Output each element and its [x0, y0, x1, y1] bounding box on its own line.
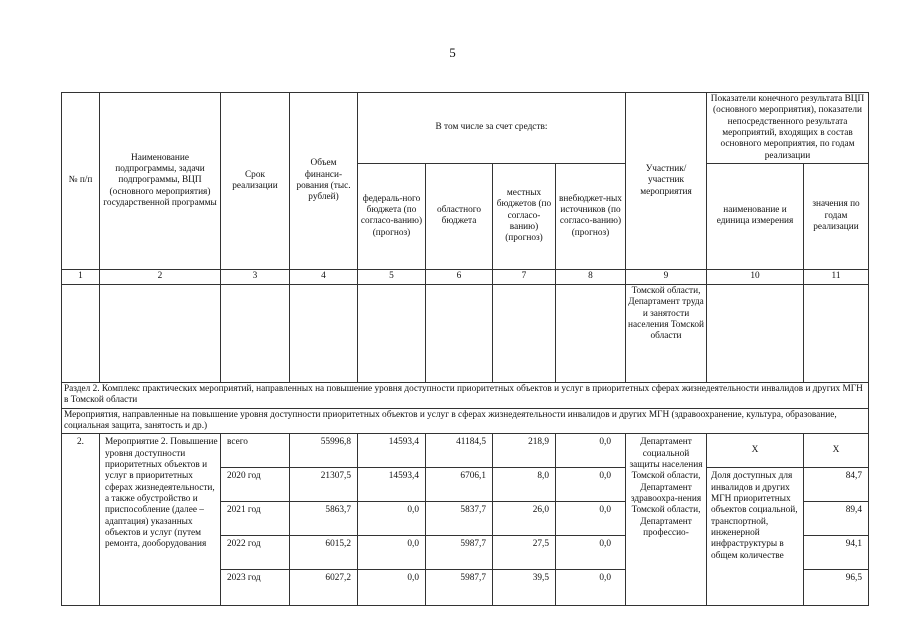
period-cell: 2022 год: [221, 536, 290, 570]
header-indicators-group: Показатели конечного результата ВЦП (основного мероприятия), показатели непосредственного результата мероприятий, входящих в состав основного мероприятия, по годам реализации: [707, 93, 869, 164]
period-cell: 2023 год: [221, 570, 290, 606]
column-number: 2: [100, 269, 221, 284]
local-cell: 26,0: [493, 502, 556, 536]
column-numbers-row: [62, 269, 869, 284]
column-number: 11: [804, 269, 869, 284]
measure-number: 2.: [62, 434, 100, 606]
total-cell: 6027,2: [290, 570, 358, 606]
continuation-participant: Томской области, Департамент труда и занятости населения Томской области: [626, 284, 707, 382]
indicator-name-cell: X: [707, 434, 804, 468]
continuation-row: [62, 284, 869, 382]
header-indicator-name: наименование и единица измерения: [707, 163, 804, 269]
local-cell: 27,5: [493, 536, 556, 570]
extrabudget-cell: 0,0: [556, 570, 626, 606]
indicator-name: Доля доступных для инвалидов и других МГН приоритетных объектов социальной, транспортной, инженерной инфраструктуры в общем количестве: [707, 468, 804, 606]
total-cell: 6015,2: [290, 536, 358, 570]
extrabudget-cell: 0,0: [556, 502, 626, 536]
section-title: Раздел 2. Комплекс практических мероприятий, направленных на повышение уровня доступности приоритетных объектов и услуг в приоритетных сферах жизнедеятельности инвалидов и других МГН в Томской области: [62, 382, 869, 408]
indicator-value-cell: X: [804, 434, 869, 468]
header-number: № п/п: [62, 93, 100, 270]
extrabudget-cell: 0,0: [556, 434, 626, 468]
regional-cell: 5987,7: [426, 536, 493, 570]
program-table: [61, 92, 869, 606]
header-name: Наименование подпрограммы, задачи подпрограммы, ВЦП (основного мероприятия) государственной программы: [100, 93, 221, 270]
federal-cell: 0,0: [358, 570, 426, 606]
column-number: 9: [626, 269, 707, 284]
header-extrabudget: внебюджет-ных источников (по согласо-ванию) (прогноз): [556, 163, 626, 269]
header-federal: федераль-ного бюджета (по согласо-ванию) (прогноз): [358, 163, 426, 269]
extrabudget-cell: 0,0: [556, 536, 626, 570]
column-number: 10: [707, 269, 804, 284]
total-cell: 21307,5: [290, 468, 358, 502]
section-subtitle-row: [62, 408, 869, 434]
column-number: 7: [493, 269, 556, 284]
section-subtitle: Мероприятия, направленные на повышение уровня доступности приоритетных объектов и услуг в сферах жизнедеятельности инвалидов и других МГН (здравоохранение, культура, образование, социальная защита, занятость и др.): [62, 408, 869, 434]
measure-name: Мероприятие 2. Повышение уровня доступности приоритетных объектов и услуг в приоритетных сферах жизнедеятельности, а также обустройство и приспособление (далее – адаптация) указанных объектов и услуг (путем ремонта, дооборудования: [100, 434, 221, 606]
header-term: Срок реализации: [221, 93, 290, 270]
regional-cell: 5987,7: [426, 570, 493, 606]
measure-participant: Департамент социальной защиты населения Томской области, Департамент здравоохра-нения Томской области, Департамент профессио-: [626, 434, 707, 606]
header-funding-group: В том числе за счет средств:: [358, 93, 626, 164]
header-indicator-values: значения по годам реализации: [804, 163, 869, 269]
page-number: 5: [449, 45, 456, 60]
indicator-value-cell: 94,1: [804, 536, 869, 570]
federal-cell: 0,0: [358, 536, 426, 570]
total-cell: 55996,8: [290, 434, 358, 468]
extrabudget-cell: 0,0: [556, 468, 626, 502]
indicator-value-cell: 89,4: [804, 502, 869, 536]
period-cell: 2021 год: [221, 502, 290, 536]
regional-cell: 5837,7: [426, 502, 493, 536]
column-number: 4: [290, 269, 358, 284]
section-title-row: [62, 382, 869, 408]
column-number: 5: [358, 269, 426, 284]
federal-cell: 0,0: [358, 502, 426, 536]
header-row: [62, 93, 869, 164]
column-number: 1: [62, 269, 100, 284]
column-number: 8: [556, 269, 626, 284]
column-number: 6: [426, 269, 493, 284]
header-regional: областного бюджета: [426, 163, 493, 269]
indicator-value-cell: 96,5: [804, 570, 869, 606]
table-row: [62, 434, 869, 468]
header-local: местных бюджетов (по согласо-ванию) (прогноз): [493, 163, 556, 269]
header-participant: Участник/ участник мероприятия: [626, 93, 707, 270]
total-cell: 5863,7: [290, 502, 358, 536]
column-number: 3: [221, 269, 290, 284]
federal-cell: 14593,4: [358, 468, 426, 502]
federal-cell: 14593,4: [358, 434, 426, 468]
header-volume: Объем финанси-рования (тыс. рублей): [290, 93, 358, 270]
period-cell: всего: [221, 434, 290, 468]
local-cell: 218,9: [493, 434, 556, 468]
indicator-value-cell: 84,7: [804, 468, 869, 502]
period-cell: 2020 год: [221, 468, 290, 502]
regional-cell: 41184,5: [426, 434, 493, 468]
local-cell: 8,0: [493, 468, 556, 502]
local-cell: 39,5: [493, 570, 556, 606]
regional-cell: 6706,1: [426, 468, 493, 502]
